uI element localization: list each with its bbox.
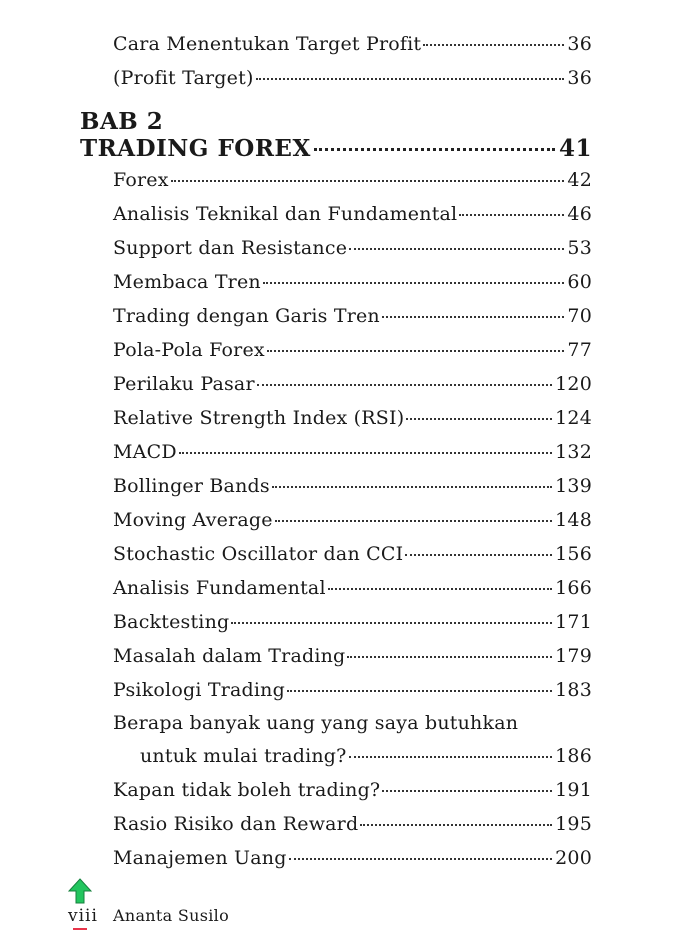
toc-entry-title: Masalah dalam Trading <box>113 645 346 667</box>
toc-entry[interactable] <box>113 441 592 467</box>
toc-entry-title: Membaca Tren <box>113 271 261 293</box>
dot-leader <box>382 316 565 318</box>
toc-entry-title: Manajemen Uang <box>113 847 287 869</box>
toc-entry[interactable] <box>113 543 592 569</box>
dot-leader <box>256 78 565 80</box>
dot-leader <box>287 690 552 692</box>
dot-leader <box>328 588 552 590</box>
toc-entry-page: 166 <box>555 577 592 599</box>
page-footer <box>0 870 700 933</box>
dot-leader <box>267 350 565 352</box>
toc-entry-title: Rasio Risiko dan Reward <box>113 813 359 835</box>
chapter-page: 41 <box>558 135 592 162</box>
dot-leader <box>257 384 552 386</box>
toc-entry-title: Perilaku Pasar <box>113 373 255 395</box>
chapter-label: BAB 2 <box>80 108 164 135</box>
toc-entry-title: MACD <box>113 441 177 463</box>
toc-entry[interactable] <box>113 679 592 705</box>
toc-entry[interactable] <box>113 237 592 263</box>
toc-entry[interactable] <box>113 813 592 839</box>
toc-entry-title: Bollinger Bands <box>113 475 270 497</box>
toc-entry[interactable] <box>113 611 592 637</box>
toc-entry[interactable] <box>113 373 592 399</box>
dot-leader <box>349 248 564 250</box>
toc-entry[interactable] <box>113 305 592 331</box>
dot-leader <box>360 824 552 826</box>
chapter-heading[interactable] <box>80 135 592 167</box>
toc-entry-page: 156 <box>555 543 592 565</box>
toc-entry-page: 179 <box>555 645 592 667</box>
dot-leader <box>347 656 552 658</box>
dot-leader <box>405 554 552 556</box>
dot-leader <box>231 622 552 624</box>
toc-entry-title-line2: untuk mulai trading? <box>140 745 347 767</box>
toc-entry-title: Pola-Pola Forex <box>113 339 265 361</box>
toc-entry-page: 191 <box>555 779 592 801</box>
toc-entry[interactable] <box>113 203 592 229</box>
dot-leader <box>272 486 552 488</box>
toc-entry[interactable] <box>113 577 592 603</box>
toc-entry-title: Support dan Resistance <box>113 237 348 259</box>
toc-entry-page: 46 <box>567 203 592 225</box>
dot-leader <box>314 148 555 151</box>
toc-entry-title: Analisis Fundamental <box>113 577 326 599</box>
toc-entry-page: 42 <box>567 169 592 191</box>
toc-entry-page: 120 <box>555 373 592 395</box>
toc-entry-page: 183 <box>555 679 592 701</box>
toc-entry-title: Forex <box>113 169 169 191</box>
dot-leader <box>179 452 552 454</box>
dot-leader <box>289 858 553 860</box>
toc-entry-title: Relative Strength Index (RSI) <box>113 407 405 429</box>
toc-entry-page: 195 <box>555 813 592 835</box>
author-name: Ananta Susilo <box>113 906 230 925</box>
dot-leader <box>406 418 552 420</box>
toc-entry[interactable] <box>140 745 592 771</box>
toc-entry-page: 53 <box>567 237 592 259</box>
toc-entry[interactable] <box>113 271 592 297</box>
toc-entry[interactable] <box>113 33 592 59</box>
toc-entry-page: 148 <box>555 509 592 531</box>
toc-entry[interactable] <box>113 645 592 671</box>
toc-entry-title-line1[interactable]: Berapa banyak uang yang saya butuhkan <box>113 712 519 734</box>
toc-entry-page: 60 <box>567 271 592 293</box>
toc-entry-title: Analisis Teknikal dan Fundamental <box>113 203 458 225</box>
toc-entry[interactable] <box>113 339 592 365</box>
toc-entry-title: Moving Average <box>113 509 273 531</box>
dot-leader <box>275 520 552 522</box>
toc-entry[interactable] <box>113 67 592 93</box>
toc-entry-title: Kapan tidak boleh trading? <box>113 779 381 801</box>
dot-leader <box>382 790 552 792</box>
dot-leader <box>263 282 565 284</box>
toc-entry-page: 139 <box>555 475 592 497</box>
toc-entry[interactable] <box>113 509 592 535</box>
chapter-title: TRADING FOREX <box>80 135 311 162</box>
toc-entry-title: Psikologi Trading <box>113 679 285 701</box>
toc-entry-page: 186 <box>555 745 592 767</box>
toc-entry-page: 36 <box>567 67 592 89</box>
dot-leader <box>423 44 564 46</box>
dot-leader <box>459 214 564 216</box>
toc-entry-title: Cara Menentukan Target Profit <box>113 33 422 55</box>
toc-entry-page: 77 <box>567 339 592 361</box>
toc-entry[interactable] <box>113 779 592 805</box>
toc-entry-page: 124 <box>555 407 592 429</box>
toc-entry-page: 70 <box>567 305 592 327</box>
page-number-underline <box>73 928 87 930</box>
toc-entry[interactable] <box>113 475 592 501</box>
toc-entry-title: Trading dengan Garis Tren <box>113 305 380 327</box>
toc-entry-title: Backtesting <box>113 611 230 633</box>
up-arrow-icon[interactable] <box>68 878 92 904</box>
toc-entry-title: (Profit Target) <box>113 67 254 89</box>
toc-entry-page: 132 <box>555 441 592 463</box>
dot-leader <box>349 756 553 758</box>
toc-entry-title: Stochastic Oscillator dan CCI <box>113 543 404 565</box>
toc-entry-page: 200 <box>555 847 592 869</box>
toc-entry-page: 36 <box>567 33 592 55</box>
page-number: viii <box>68 906 98 926</box>
toc-entry-page: 171 <box>555 611 592 633</box>
toc-entry[interactable] <box>113 169 592 195</box>
dot-leader <box>171 180 565 182</box>
toc-entry[interactable] <box>113 407 592 433</box>
